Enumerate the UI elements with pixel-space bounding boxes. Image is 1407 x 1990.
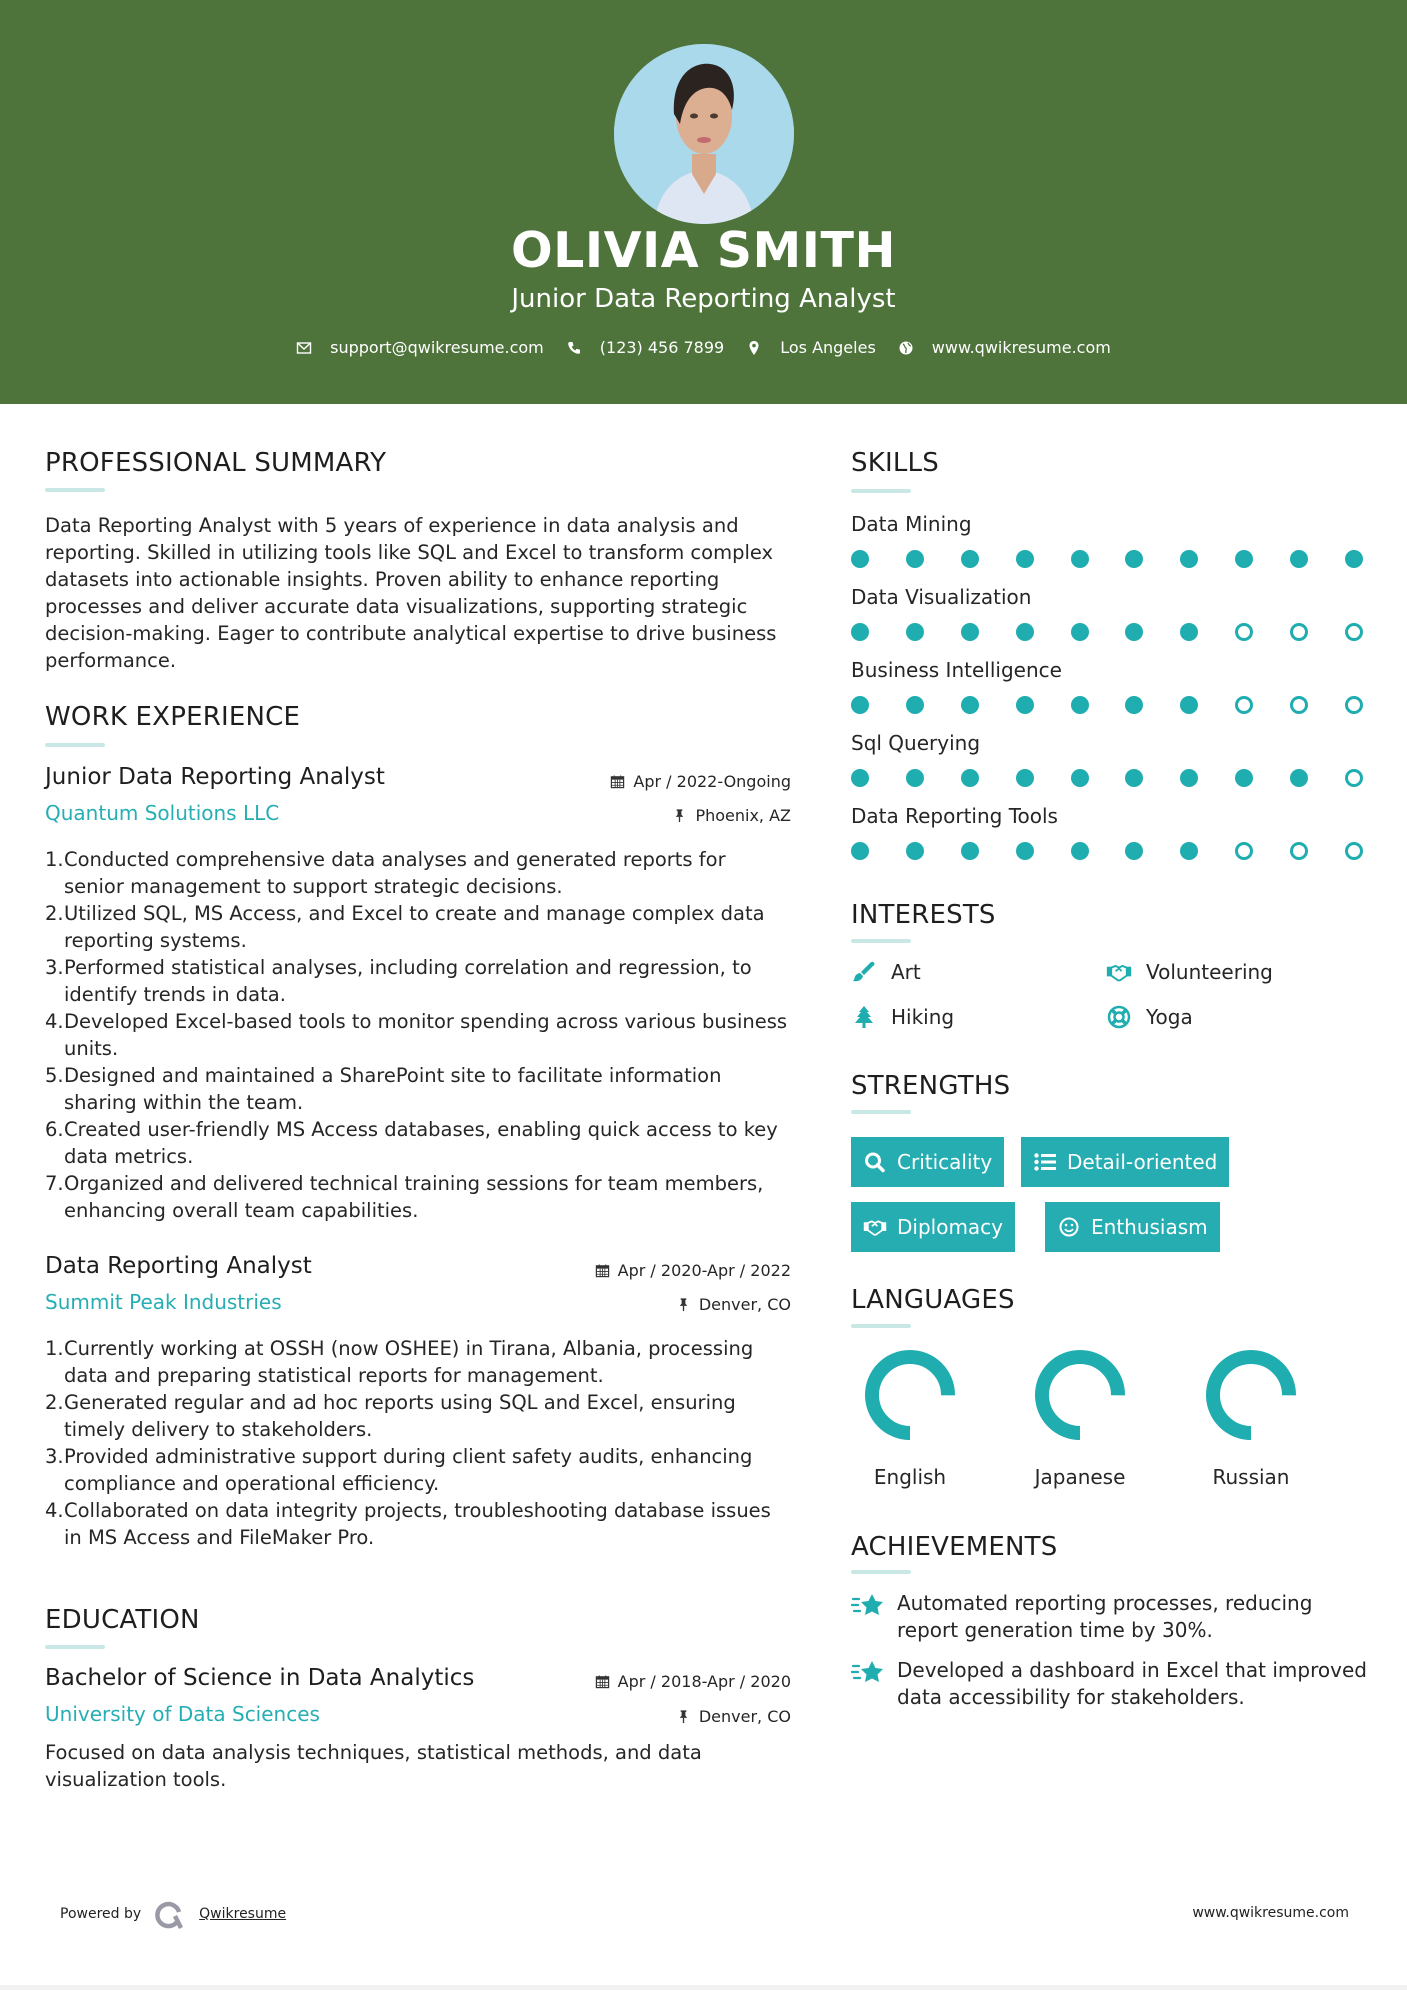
skill-rating <box>851 769 1363 787</box>
contact-website[interactable] <box>898 338 1111 357</box>
education-location-text: Denver, CO <box>698 1707 791 1726</box>
rating-dot-filled <box>1180 623 1198 641</box>
rating-dot-filled <box>1016 842 1034 860</box>
education-description: Focused on data analysis techniques, statistical methods, and data visualization tools. <box>45 1741 702 1791</box>
skill-name: Data Visualization <box>851 585 1032 609</box>
skill-rating <box>851 550 1363 568</box>
handshake-icon <box>1106 960 1132 984</box>
job-title: Junior Data Reporting Analyst <box>45 764 385 790</box>
contact-location <box>746 338 876 357</box>
calendar-icon <box>610 774 625 789</box>
resume-header <box>0 0 1407 404</box>
language-name: Russian <box>1212 1465 1290 1489</box>
rating-dot-filled <box>1071 842 1089 860</box>
duty-item: 4. Developed Excel-based tools to monitor spending across various business units. <box>45 1010 788 1060</box>
rating-dot-filled <box>906 842 924 860</box>
duty-item: 6. Created user-friendly MS Access databases, enabling quick access to key data metrics. <box>45 1118 778 1168</box>
rating-dot-filled <box>1235 550 1253 568</box>
qwikresume-link[interactable]: Qwikresume <box>199 1906 287 1922</box>
calendar-icon <box>595 1263 610 1278</box>
envelope-icon <box>296 340 312 356</box>
job-dates-text: Apr / 2020-Apr / 2022 <box>617 1261 791 1280</box>
star-icon <box>851 1658 885 1688</box>
skill-name: Sql Querying <box>851 731 981 755</box>
achievement-item: Automated reporting processes, reducing report generation time by 30%. <box>851 1590 1371 1644</box>
job-dates <box>595 1261 791 1280</box>
list-icon <box>1033 1151 1057 1173</box>
star-icon <box>851 1591 885 1621</box>
phone-icon <box>566 340 582 356</box>
education-dates-text: Apr / 2018-Apr / 2020 <box>617 1672 791 1691</box>
interest-item-yoga: Yoga <box>1106 1005 1193 1029</box>
rating-dot-empty <box>1345 769 1363 787</box>
school-name[interactable]: University of Data Sciences <box>45 1702 320 1726</box>
rating-dot-filled <box>851 842 869 860</box>
section-underline <box>45 743 105 747</box>
rating-dot-filled <box>1125 696 1143 714</box>
skill-row <box>851 585 1371 658</box>
calendar-icon <box>595 1674 610 1689</box>
section-heading-interests: INTERESTS <box>851 900 996 930</box>
rating-dot-filled <box>1016 623 1034 641</box>
company-name[interactable]: Quantum Solutions LLC <box>45 801 280 825</box>
interest-item-volunteering: Volunteering <box>1106 960 1273 984</box>
language-progress-ring <box>1203 1347 1299 1443</box>
rating-dot-filled <box>851 696 869 714</box>
rating-dot-filled <box>851 769 869 787</box>
section-underline <box>851 1324 911 1328</box>
pushpin-icon <box>676 1709 691 1724</box>
rating-dot-filled <box>1235 769 1253 787</box>
profile-photo-image <box>614 44 794 224</box>
candidate-title: Junior Data Reporting Analyst <box>511 284 896 314</box>
tree-icon <box>851 1005 877 1029</box>
rating-dot-empty <box>1290 696 1308 714</box>
contact-email-text: support@qwikresume.com <box>330 338 544 357</box>
skill-name: Data Mining <box>851 512 972 536</box>
rating-dot-filled <box>1071 623 1089 641</box>
language-name: English <box>873 1465 947 1489</box>
rating-dot-filled <box>906 623 924 641</box>
contact-website-text: www.qwikresume.com <box>931 338 1111 357</box>
rating-dot-filled <box>1071 550 1089 568</box>
skill-row <box>851 804 1371 877</box>
rating-dot-filled <box>961 550 979 568</box>
rating-dot-filled <box>1016 769 1034 787</box>
rating-dot-filled <box>1071 696 1089 714</box>
rating-dot-empty <box>1290 623 1308 641</box>
rating-dot-filled <box>1125 842 1143 860</box>
rating-dot-filled <box>851 623 869 641</box>
rating-dot-filled <box>961 696 979 714</box>
achievement-item: Developed a dashboard in Excel that improved data accessibility for stakeholders. <box>851 1657 1371 1711</box>
duty-item: 1. Conducted comprehensive data analyses and generated reports for senior management to support strategic decisions. <box>45 848 726 898</box>
language-progress-ring <box>862 1347 958 1443</box>
interest-item-art: Art <box>851 960 921 984</box>
duty-item: 5. Designed and maintained a SharePoint site to facilitate information sharing within the team. <box>45 1064 722 1114</box>
powered-by <box>60 1898 286 1930</box>
job-dates <box>610 772 791 791</box>
skill-row <box>851 731 1371 804</box>
rating-dot-empty <box>1345 842 1363 860</box>
section-heading-experience: WORK EXPERIENCE <box>45 702 301 732</box>
skills-list <box>851 512 1371 877</box>
section-underline <box>851 1570 911 1574</box>
duties-list <box>45 846 791 1224</box>
job-location-text: Denver, CO <box>698 1295 791 1314</box>
rating-dot-filled <box>1016 550 1034 568</box>
skill-row <box>851 658 1371 731</box>
duty-item: 4. Collaborated on data integrity projects, troubleshooting database issues in MS Access and FileMaker Pro. <box>45 1499 771 1549</box>
section-heading-education: EDUCATION <box>45 1605 200 1635</box>
language-japanese <box>1025 1347 1135 1489</box>
rating-dot-filled <box>1071 769 1089 787</box>
rating-dot-empty <box>1345 623 1363 641</box>
duty-item: 3. Performed statistical analyses, including correlation and regression, to identify trends in data. <box>45 956 752 1006</box>
language-english <box>855 1347 965 1489</box>
skill-name: Data Reporting Tools <box>851 804 1058 828</box>
rating-dot-filled <box>1180 769 1198 787</box>
education-dates <box>595 1672 791 1691</box>
rating-dot-filled <box>1125 623 1143 641</box>
job-dates-text: Apr / 2022-Ongoing <box>633 772 791 791</box>
strength-tag-detail-oriented: Detail-oriented <box>1021 1137 1229 1187</box>
contact-email[interactable] <box>296 338 544 357</box>
language-russian <box>1196 1347 1306 1489</box>
summary-text: Data Reporting Analyst with 5 years of experience in data analysis and reporting. Skilled in utilizing tools like SQL and Excel to transform complex datasets into actionable insights. Proven ability to enhance reporting processes and deliver accurate data visualizations, supporting strategic decision-making. Eager to contribute analytical expertise to drive business performance. <box>45 514 777 672</box>
contact-bar <box>0 338 1407 357</box>
rating-dot-filled <box>961 623 979 641</box>
duty-item: 2. Utilized SQL, MS Access, and Excel to create and manage complex data reporting systems. <box>45 902 765 952</box>
skill-rating <box>851 696 1363 714</box>
job-title: Data Reporting Analyst <box>45 1253 312 1279</box>
profile-photo <box>614 44 794 224</box>
language-name: Japanese <box>1034 1465 1126 1489</box>
section-underline <box>851 489 911 493</box>
pushpin-icon <box>676 1297 691 1312</box>
rating-dot-empty <box>1235 842 1253 860</box>
contact-phone-text: (123) 456 7899 <box>599 338 725 357</box>
smile-icon <box>1057 1216 1081 1238</box>
rating-dot-filled <box>906 550 924 568</box>
contact-phone[interactable] <box>566 338 724 357</box>
rating-dot-filled <box>1125 550 1143 568</box>
duty-item: 1. Currently working at OSSH (now OSHEE) in Tirana, Albania, processing data and preparing statistical reports for management. <box>45 1337 754 1387</box>
section-heading-skills: SKILLS <box>851 448 939 478</box>
footer-website[interactable]: www.qwikresume.com <box>1192 1905 1349 1921</box>
section-underline <box>45 488 105 492</box>
section-underline <box>45 1645 105 1649</box>
job-location <box>672 806 791 825</box>
map-pin-icon <box>746 340 762 356</box>
rating-dot-filled <box>961 769 979 787</box>
qwikresume-logo-icon <box>155 1898 185 1930</box>
rating-dot-filled <box>1345 550 1363 568</box>
rating-dot-filled <box>1290 550 1308 568</box>
duty-item: 3. Provided administrative support during client safety audits, enhancing compliance and operational efficiency. <box>45 1445 753 1495</box>
pushpin-icon <box>672 808 687 823</box>
duty-item: 2. Generated regular and ad hoc reports using SQL and Excel, ensuring timely delivery to stakeholders. <box>45 1391 736 1441</box>
page-bottom-edge <box>0 1985 1407 1990</box>
rating-dot-empty <box>1345 696 1363 714</box>
rating-dot-filled <box>961 842 979 860</box>
rating-dot-filled <box>1290 769 1308 787</box>
job-location-text: Phoenix, AZ <box>695 806 791 825</box>
rating-dot-filled <box>1180 550 1198 568</box>
strength-tag-diplomacy: Diplomacy <box>851 1202 1015 1252</box>
candidate-name: OLIVIA SMITH <box>511 222 896 279</box>
rating-dot-filled <box>1016 696 1034 714</box>
rating-dot-empty <box>1235 696 1253 714</box>
interest-item-hiking: Hiking <box>851 1005 954 1029</box>
skill-row <box>851 512 1371 585</box>
job-entry <box>45 764 791 1224</box>
language-progress-ring <box>1032 1347 1128 1443</box>
contact-location-text: Los Angeles <box>780 338 876 357</box>
globe-icon <box>898 340 914 356</box>
life-ring-icon <box>1106 1005 1132 1029</box>
section-heading-languages: LANGUAGES <box>851 1285 1015 1315</box>
section-underline <box>851 1110 911 1114</box>
rating-dot-filled <box>1180 696 1198 714</box>
section-heading-achievements: ACHIEVEMENTS <box>851 1532 1058 1562</box>
strength-tag-enthusiasm: Enthusiasm <box>1045 1202 1220 1252</box>
section-heading-strengths: STRENGTHS <box>851 1071 1011 1101</box>
section-underline <box>851 939 911 943</box>
rating-dot-filled <box>906 769 924 787</box>
powered-by-label: Powered by <box>60 1906 142 1922</box>
job-location <box>676 1295 791 1314</box>
skill-name: Business Intelligence <box>851 658 1062 682</box>
degree-title: Bachelor of Science in Data Analytics <box>45 1665 475 1691</box>
job-entry <box>45 1253 791 1551</box>
search-icon <box>863 1151 887 1173</box>
education-location <box>676 1707 791 1726</box>
rating-dot-filled <box>906 696 924 714</box>
duty-item: 7. Organized and delivered technical training sessions for team members, enhancing overall team capabilities. <box>45 1172 764 1222</box>
handshake-icon <box>863 1216 887 1238</box>
section-heading-summary: PROFESSIONAL SUMMARY <box>45 448 387 478</box>
rating-dot-filled <box>851 550 869 568</box>
skill-rating <box>851 842 1363 860</box>
education-entry <box>45 1665 791 1793</box>
duties-list <box>45 1335 791 1551</box>
rating-dot-empty <box>1290 842 1308 860</box>
rating-dot-filled <box>1180 842 1198 860</box>
rating-dot-filled <box>1125 769 1143 787</box>
skill-rating <box>851 623 1363 641</box>
rating-dot-empty <box>1235 623 1253 641</box>
company-name[interactable]: Summit Peak Industries <box>45 1290 282 1314</box>
strength-tag-criticality: Criticality <box>851 1137 1004 1187</box>
paintbrush-icon <box>851 960 877 984</box>
